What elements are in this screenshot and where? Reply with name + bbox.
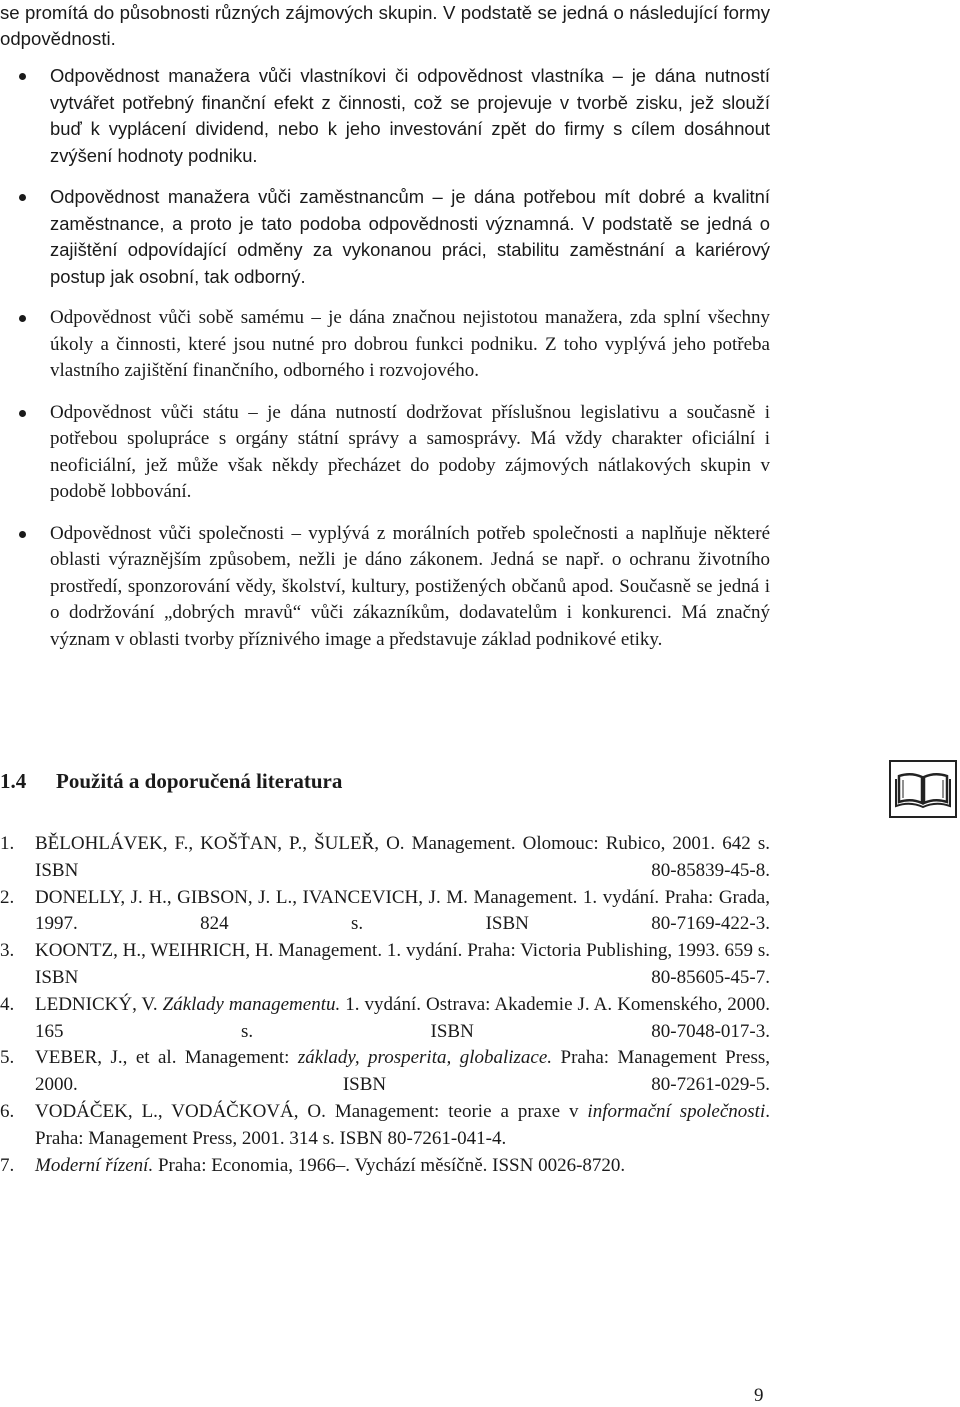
page-number: 9 <box>754 1385 764 1406</box>
reference-text: Praha: Economia, 1966–. Vychází měsíčně. ISSN 0026-8720. <box>153 1154 626 1176</box>
list-item <box>0 400 770 506</box>
reference-text: DONELLY, J. H., GIBSON, J. L., IVANCEVICH, J. M. Management. 1. vydání. Praha: Grada, 1997. 824 s. ISBN 80-7169-422-3. <box>35 886 770 935</box>
bullet-icon <box>19 315 26 322</box>
section-title: Použitá a doporučená literatura <box>56 769 343 793</box>
list-item-text: Odpovědnost vůči sobě samému – je dána značnou nejistotou manažera, zda splní všechny úkoly a činnosti, které jsou nutné pro dobrou funkci podniku. Z toho vyplývá jeho potřeba vlastního zajištění finančního, odborného i rozvojového. <box>50 307 770 381</box>
reference-text: 1. vydání. Ostrava: Akademie J. A. Komenského, 2000. 165 s. ISBN 80-7048-017-3. <box>35 993 770 1042</box>
reference-title: základy, prosperita, globalizace. <box>297 1047 553 1069</box>
reference-text: . Praha: Management Press, 2001. 314 s. ISBN 80-7261-041-4. <box>35 1100 770 1149</box>
bullet-icon <box>19 531 26 538</box>
reference-text: VODÁČEK, L., VODÁČKOVÁ, O. Management: teorie a praxe v <box>35 1100 588 1122</box>
reference-number: 4. <box>0 993 15 1015</box>
section-heading <box>0 769 342 794</box>
book-icon <box>889 760 957 818</box>
list-item-text: Odpovědnost manažera vůči vlastníkovi či odpovědnost vlastníka – je dána nutností vytvářet potřebný finanční efekt z činnosti, což se projevuje v tvorbě zisku, jež slouží buď k vyplácení dividend, nebo k jeho investování zpět do firmy s cílem dosáhnout zvýšení hodnoty podniku. <box>50 65 770 166</box>
list-item <box>0 184 770 290</box>
reference-number: 2. <box>0 886 15 908</box>
reference-item <box>0 831 770 885</box>
list-item-text: Odpovědnost vůči státu – je dána nutností dodržovat příslušnou legislativu a současně i potřebou spolupráce s orgány státní správy a samosprávy. Má vždy charakter oficiální i neoficiální, jež může však někdy přecházet do podoby zájmových nátlakových skupin v podobě lobbování. <box>50 401 770 502</box>
intro-paragraph: se promítá do působnosti různých zájmových skupin. V podstatě se jedná o následující formy odpovědnosti. <box>0 2 770 49</box>
reference-item <box>0 992 770 1046</box>
reference-item <box>0 1045 770 1099</box>
reference-number: 7. <box>0 1154 15 1176</box>
list-item <box>0 305 770 385</box>
reference-text: BĚLOHLÁVEK, F., KOŠŤAN, P., ŠULEŘ, O. Management. Olomouc: Rubico, 2001. 642 s. ISBN 80-85839-45-8. <box>35 833 770 881</box>
reference-title: Základy managementu. <box>162 993 341 1015</box>
responsibility-list <box>0 63 770 668</box>
reference-item <box>0 938 770 992</box>
list-item-text: Odpovědnost vůči společnosti – vyplývá z morálních potřeb společnosti a naplňuje některé oblasti výraznějším způsobem, nežli je dáno zákonem. Jedná se např. o ochranu životního prostředí, sponzorování vědy, školství, kultury, postižených občanů apod. Současně se jedná i o dodržování „dobrých mravů“ vůči zákazníkům, dodavatelům i konkurenci. Má značný význam v oblasti tvorby příznivého image a představuje základ podnikové etiky. <box>50 522 770 650</box>
list-item-text: Odpovědnost manažera vůči zaměstnancům – je dána potřebou mít dobré a kvalitní zaměstnance, a proto je tato podoba odpovědnosti významná. V podstatě se jedná o zajištění odpovídající odměny za vykonanou práci, stabilitu zaměstnání a kariérový postup jak osobní, tak odborný. <box>50 186 770 287</box>
reference-number: 6. <box>0 1100 15 1122</box>
list-item <box>0 521 770 654</box>
reference-title: Moderní řízení. <box>35 1154 154 1176</box>
reference-text: VEBER, J., et al. Management: <box>35 1047 298 1069</box>
reference-number: 1. <box>0 833 15 854</box>
list-item <box>0 63 770 169</box>
reference-number: 5. <box>0 1047 15 1069</box>
section-number: 1.4 <box>0 769 27 793</box>
reference-item <box>0 1153 770 1180</box>
reference-text: Praha: Management Press, 2000. ISBN 80-7261-029-5. <box>35 1047 770 1096</box>
bullet-icon <box>19 410 26 417</box>
reference-text: KOONTZ, H., WEIHRICH, H. Management. 1. vydání. Praha: Victoria Publishing, 1993. 659 s. ISBN 80-85605-45-7. <box>35 940 770 988</box>
reference-list <box>0 831 770 1179</box>
reference-text: LEDNICKÝ, V. <box>35 993 163 1015</box>
bullet-icon <box>19 194 26 201</box>
reference-title: informační společnosti <box>587 1100 766 1122</box>
reference-item <box>0 885 770 939</box>
reference-item <box>0 1099 770 1153</box>
reference-number: 3. <box>0 940 15 962</box>
bullet-icon <box>19 73 26 80</box>
